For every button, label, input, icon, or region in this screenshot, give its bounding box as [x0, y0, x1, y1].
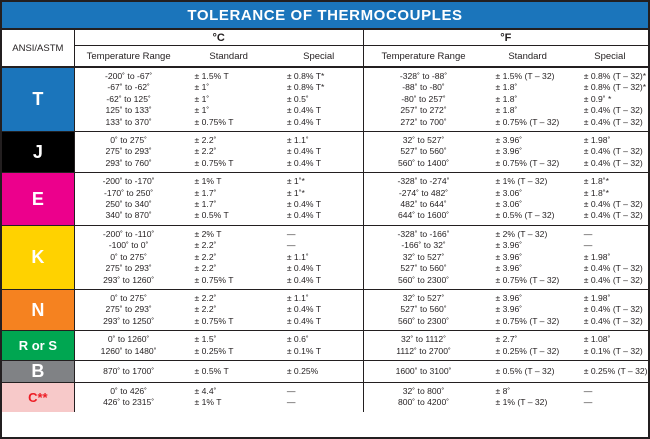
thermocouple-type-b: B	[2, 360, 74, 382]
table-header-columns	[2, 46, 648, 68]
fahrenheit-special-cell: ± 1.8˚* ± 1.8˚* ± 0.4% (T – 32) ± 0.4% (T – 32)	[572, 173, 648, 226]
thermocouple-type-rors: R or S	[2, 331, 74, 361]
celsius-range-cell: 0˚ to 1260˚ 1260˚ to 1480˚	[74, 331, 182, 361]
celsius-standard-cell: ± 4.4˚ ± 1% T	[194, 385, 222, 408]
fahrenheit-standard-cell: ± 8˚ ± 1% (T – 32)	[495, 385, 548, 408]
celsius-range-cell: 0˚ to 275˚ 275˚ to 293˚ 293˚ to 1250˚	[74, 289, 182, 330]
f-special-header: Special	[572, 46, 648, 68]
table-body	[2, 67, 648, 412]
fahrenheit-standard-cell: ± 2.7˚ ± 0.25% (T – 32)	[483, 331, 571, 361]
fahrenheit-range-cell: -328˚ to -88˚ -88˚ to -80˚ -80˚ to 257˚ 257˚ to 272˚ 272˚ to 700˚	[363, 67, 483, 132]
c-special-header: Special	[275, 46, 363, 68]
table-row	[2, 331, 648, 361]
fahrenheit-special-cell: ± 0.25% (T – 32)	[572, 360, 648, 382]
celsius-standard-cell: ± 2.2˚ ± 2.2˚ ± 0.75% T	[183, 289, 275, 330]
fahrenheit-header: °F	[363, 30, 648, 46]
celsius-header: °C	[74, 30, 363, 46]
fahrenheit-special-cell: ± 1.08˚ ± 0.1% (T – 32)	[572, 331, 648, 361]
fahrenheit-standard-cell: ± 0.5% (T – 32)	[483, 360, 571, 382]
fahrenheit-range-cell: 32˚ to 1112˚ 1112˚ to 2700˚	[363, 331, 483, 361]
celsius-standard-cell: ± 2.2˚ ± 2.2˚ ± 0.75% T	[183, 132, 275, 173]
fahrenheit-range-cell: 1600˚ to 3100˚	[363, 360, 483, 382]
ansi-astm-header: ANSI/ASTM	[2, 30, 74, 67]
celsius-range-cell: -200˚ to -67˚ -67˚ to -62˚ -62˚ to 125˚ 125˚ to 133˚ 133˚ to 370˚	[74, 67, 182, 132]
thermocouple-type-e: E	[2, 173, 74, 226]
table-row	[2, 132, 648, 173]
f-standard-header: Standard	[483, 46, 571, 68]
f-range-header: Temperature Range	[363, 46, 483, 68]
thermocouple-type-n: N	[2, 289, 74, 330]
fahrenheit-standard-cell: ± 1% (T – 32) ± 3.06˚ ± 3.06˚ ± 0.5% (T – 32)	[483, 173, 571, 226]
tolerance-table	[2, 30, 648, 412]
celsius-range-cell: -200˚ to -110˚ -100˚ to 0˚ 0˚ to 275˚ 275˚ to 293˚ 293˚ to 1260˚	[74, 225, 182, 289]
fahrenheit-standard-cell: ± 3.96˚ ± 3.96˚ ± 0.75% (T – 32)	[483, 132, 571, 173]
fahrenheit-standard-cell: ± 3.96˚ ± 3.96˚ ± 0.75% (T – 32)	[483, 289, 571, 330]
fahrenheit-range-cell: 32˚ to 527˚ 527˚ to 560˚ 560˚ to 2300˚	[363, 289, 483, 330]
table-row	[2, 173, 648, 226]
fahrenheit-range-cell: -328˚ to -274˚ -274˚ to 482˚ 482˚ to 644˚ 644˚ to 1600˚	[363, 173, 483, 226]
celsius-special-cell: ± 1.1˚ ± 0.4% T ± 0.4% T	[275, 132, 363, 173]
fahrenheit-range-cell: 32˚ to 527˚ 527˚ to 560˚ 560˚ to 1400˚	[363, 132, 483, 173]
thermocouple-type-t: T	[2, 67, 74, 132]
celsius-standard-cell: ± 1.5% T ± 1˚ ± 1˚ ± 1˚ ± 0.75% T	[183, 67, 275, 132]
c-standard-header: Standard	[183, 46, 275, 68]
table-row	[2, 289, 648, 330]
celsius-standard-cell: ± 1.5˚ ± 0.25% T	[183, 331, 275, 361]
fahrenheit-special-cell: — — ± 1.98˚ ± 0.4% (T – 32) ± 0.4% (T – 32)	[572, 225, 648, 289]
fahrenheit-special-cell: ± 1.98˚ ± 0.4% (T – 32) ± 0.4% (T – 32)	[572, 132, 648, 173]
celsius-special-cell: ± 1˚* ± 1˚* ± 0.4% T ± 0.4% T	[275, 173, 363, 226]
fahrenheit-range-cell: 32˚ to 800˚ 800˚ to 4200˚	[363, 382, 483, 411]
page-title: TOLERANCE OF THERMOCOUPLES	[2, 2, 648, 30]
celsius-special-cell: — —	[286, 385, 296, 408]
celsius-range-cell: 870˚ to 1700˚	[74, 360, 182, 382]
thermocouple-type-c: C**	[2, 382, 74, 411]
fahrenheit-special-cell: ± 1.98˚ ± 0.4% (T – 32) ± 0.4% (T – 32)	[572, 289, 648, 330]
celsius-range-cell: 0˚ to 275˚ 275˚ to 293˚ 293˚ to 760˚	[74, 132, 182, 173]
fahrenheit-special-cell: — —	[583, 385, 593, 408]
celsius-special-cell: — — ± 1.1˚ ± 0.4% T ± 0.4% T	[275, 225, 363, 289]
celsius-standard-cell: ± 0.5% T	[183, 360, 275, 382]
celsius-special-cell: ± 0.8% T* ± 0.8% T* ± 0.5˚ ± 0.4% T ± 0.4% T	[275, 67, 363, 132]
fahrenheit-standard-cell: ± 1.5% (T – 32) ± 1.8˚ ± 1.8˚ ± 1.8˚ ± 0.75% (T – 32)	[483, 67, 571, 132]
celsius-range-cell: -200˚ to -170˚ -170˚ to 250˚ 250˚ to 340˚ 340˚ to 870˚	[74, 173, 182, 226]
celsius-range-cell: 0˚ to 426˚ 426˚ to 2315˚	[74, 382, 182, 411]
celsius-special-cell: ± 1.1˚ ± 0.4% T ± 0.4% T	[275, 289, 363, 330]
table-header-units	[2, 30, 648, 46]
celsius-standard-cell: ± 1% T ± 1.7˚ ± 1.7˚ ± 0.5% T	[183, 173, 275, 226]
thermocouple-type-k: K	[2, 225, 74, 289]
celsius-standard-cell: ± 2% T ± 2.2˚ ± 2.2˚ ± 2.2˚ ± 0.75% T	[183, 225, 275, 289]
celsius-special-cell: ± 0.6˚ ± 0.1% T	[275, 331, 363, 361]
table-row	[2, 225, 648, 289]
fahrenheit-range-cell: -328˚ to -166˚ -166˚ to 32˚ 32˚ to 527˚ 527˚ to 560˚ 560˚ to 2300˚	[363, 225, 483, 289]
fahrenheit-standard-cell: ± 2% (T – 32) ± 3.96˚ ± 3.96˚ ± 3.96˚ ± 0.75% (T – 32)	[483, 225, 571, 289]
table-row	[2, 360, 648, 382]
table-row	[2, 382, 648, 411]
c-range-header: Temperature Range	[74, 46, 182, 68]
thermocouple-type-j: J	[2, 132, 74, 173]
table-row	[2, 67, 648, 132]
celsius-special-cell: ± 0.25%	[275, 360, 363, 382]
fahrenheit-special-cell: ± 0.8% (T – 32)* ± 0.8% (T – 32)* ± 0.9˚ * ± 0.4% (T – 32) ± 0.4% (T – 32)	[572, 67, 648, 132]
